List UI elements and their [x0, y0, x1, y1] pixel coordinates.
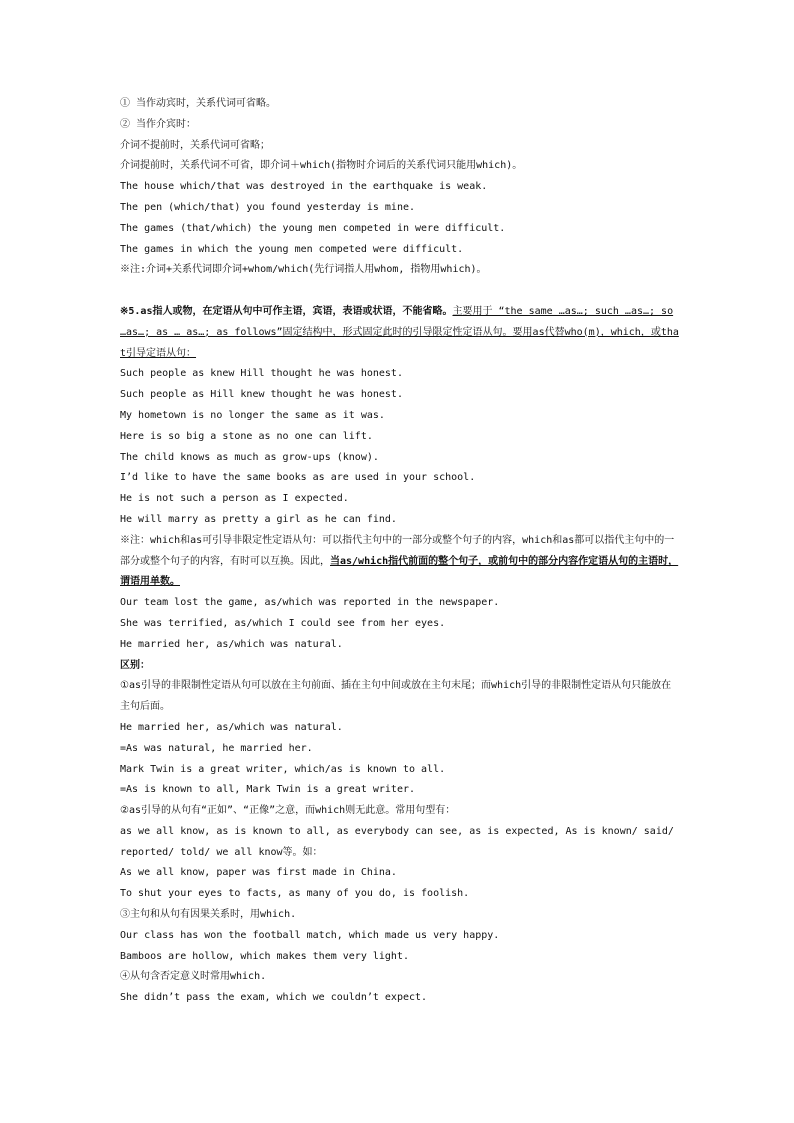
example-line: She was terrified, as/which I could see from her eyes. — [120, 617, 446, 629]
example-line: I’d like to have the same books as are used in your school. — [120, 472, 476, 484]
example-line: The house which/that was destroyed in the earthquake is weak. — [120, 181, 488, 193]
blank-line — [120, 281, 680, 302]
section-5-paragraph — [120, 302, 680, 364]
example-line: The pen (which/that) you found yesterday is mine. — [120, 201, 416, 213]
example-line: He married her, as/which was natural. — [120, 638, 343, 650]
example-line: To shut your eyes to facts, as many of you do, is foolish. — [120, 888, 470, 900]
example-line: The games (that/which) the young men competed in were difficult. — [120, 222, 506, 234]
section-5-lead: ※5.as指人或物，在定语从句中可作主语，宾语，表语或状语，不能省略。 — [120, 305, 453, 317]
rule-line-4: 介词提前时，关系代词不可省，即介词＋which(指物时介词后的关系代词只能用which)。 — [120, 160, 523, 172]
difference-2-text: as we all know, as is known to all, as everybody can see, as is expected, As is known/ said/ reported/ told/ we all know等。如： — [120, 825, 674, 858]
example-line: The games in which the young men competed were difficult. — [120, 243, 464, 255]
example-line: Our team lost the game, as/which was reported in the newspaper. — [120, 597, 500, 609]
example-line: The child knows as much as grow-ups (know). — [120, 451, 379, 463]
example-line: He is not such a person as I expected. — [120, 493, 349, 505]
example-line: Such people as Hill knew thought he was honest. — [120, 389, 403, 401]
document-body — [120, 94, 680, 1009]
rule-line-1: ① 当作动宾时，关系代词可省略。 — [120, 98, 277, 109]
example-line: Our class has won the football match, which made us very happy. — [120, 929, 500, 941]
example-line: As we all know, paper was first made in China. — [120, 867, 397, 879]
example-line: Bamboos are hollow, which makes them very light. — [120, 950, 409, 962]
difference-2-title: ②as引导的从句有“正如”、“正像”之意，而which则无此意。常用句型有： — [120, 805, 456, 817]
example-line: =As was natural, he married her. — [120, 742, 313, 754]
example-line: Such people as knew Hill thought he was honest. — [120, 368, 403, 380]
note-emphasis: 当as/which指代前面的整个句子，或前句中的部分内容作定语从句的主语时，谓语用单数。 — [120, 555, 679, 588]
rule-line-2: ② 当作介宾时： — [120, 118, 197, 130]
section-5-underlined: 主要用于 “the same …as…; such …as…; so …as…; as … as…; as follows”固定结构中，形式固定此时的引导限定性定语从句。要用as代替who(m)，which，或that引导定语从句： — [120, 305, 679, 359]
difference-3-title: ③主句和从句有因果关系时，用which. — [120, 909, 297, 921]
example-line: Mark Twin is a great writer, which/as is known to all. — [120, 763, 446, 775]
note-paragraph — [120, 531, 680, 593]
difference-heading: 区别： — [120, 659, 150, 671]
difference-4-title: ④从句含否定意义时常用which. — [120, 971, 267, 983]
rule-line-3: 介词不提前时，关系代词可省略； — [120, 139, 270, 151]
example-line: Here is so big a stone as no one can lift. — [120, 430, 373, 442]
note-line: ※注:介词+关系代词即介词+whom/which(先行词指人用whom, 指物用which)。 — [120, 264, 487, 276]
difference-1-text: ①as引导的非限制性定语从句可以放在主句前面、插在主句中间或放在主句末尾；而which引导的非限制性定语从句只能放在主句后面。 — [120, 680, 672, 713]
example-line: He will marry as pretty a girl as he can find. — [120, 513, 397, 525]
example-line: My hometown is no longer the same as it was. — [120, 409, 385, 421]
example-line: =As is known to all, Mark Twin is a great writer. — [120, 784, 416, 796]
example-line: He married her, as/which was natural. — [120, 721, 343, 733]
example-line: She didn’t pass the exam, which we couldn’t expect. — [120, 992, 428, 1004]
note-lead: ※注：which和as可引导非限定性定语从句：可以指代主句中的一部分或整个句子的内容，which和as都可以指代主句中的一部分或整个句子的内容，有时可以互换。因此， — [120, 534, 675, 567]
